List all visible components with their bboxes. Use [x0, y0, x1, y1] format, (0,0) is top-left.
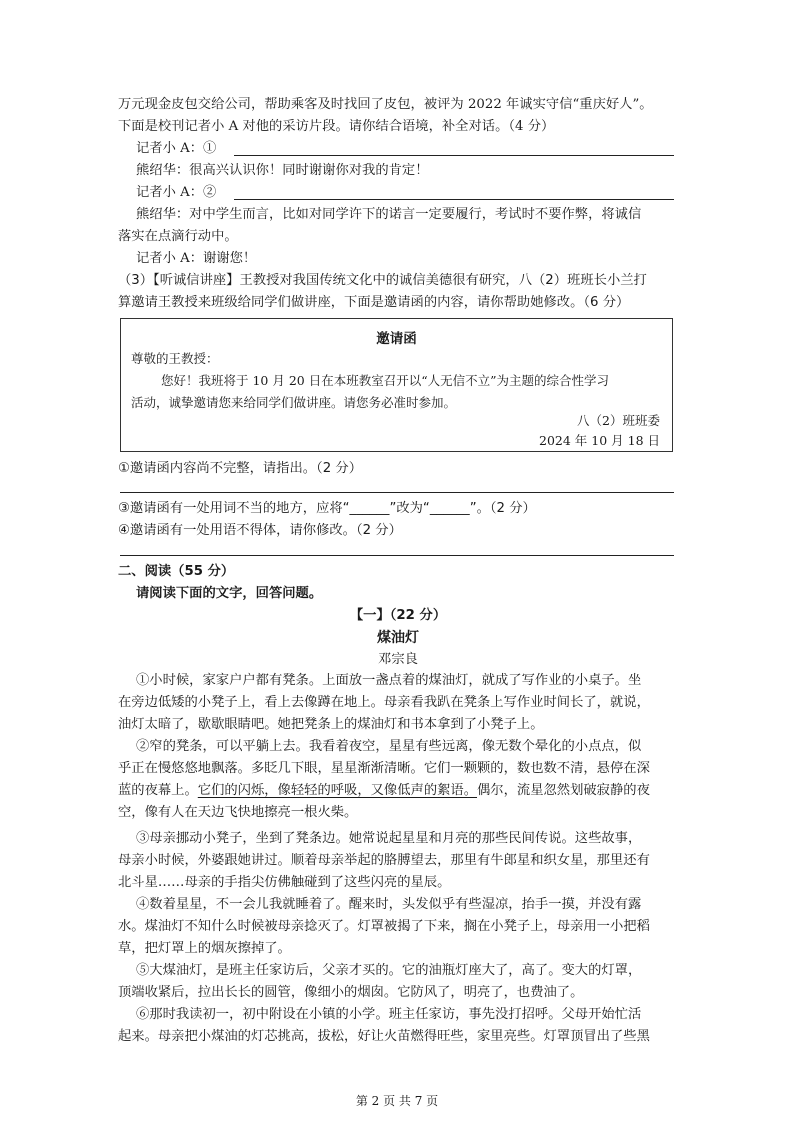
story-underlined-sentence: 它们的闪烁，像轻轻的呼吸，又像低声的絮语。	[197, 783, 478, 798]
reporter-closing: 记者小 A：谢谢您！	[136, 251, 257, 266]
interviewee-answer-2-line-2: 落实在点滴行动中。	[118, 229, 238, 244]
invitation-date: 2024 年 10 月 18 日	[539, 433, 660, 448]
lecture-question-line-2: 算邀请王教授来班级给同学们做讲座，下面是邀请函的内容，请你帮助她修改。（6 分）	[118, 295, 630, 310]
reading-part-label: 【一】（22 分）	[349, 608, 447, 623]
page-footer: 第 2 页 共 7 页	[355, 1094, 439, 1108]
story-p2-line-3-start: 蓝的夜幕上。	[118, 783, 198, 798]
story-p2-line-2: 乎正在慢悠悠地飘落。多眨几下眼，星星渐渐清晰。它们一颗颗的，数也数不清，悬停在深	[118, 761, 650, 776]
invitation-body-line-1: 您好！我班将于 10 月 20 日在本班教室召开以“人无信不立”为主题的综合性学习	[161, 373, 609, 388]
story-p4-line-3: 草，把灯罩上的烟灰擦掉了。	[118, 941, 291, 956]
interview-text-line-1: 万元现金皮包交给公司，帮助乘客及时找回了皮包，被评为 2022 年诚实守信“重庆好人”。	[118, 97, 653, 112]
interviewee-answer-2-line-1: 熊绍华：对中学生而言，比如对同学许下的诺言一定要履行，考试时不要作弊，将诚信	[136, 207, 642, 222]
reading-instruction: 请阅读下面的文字，回答问题。	[136, 586, 323, 601]
story-p6-line-1: ⑥那时我读初一，初中附设在小镇的小学。班主任家访，事先没打招呼。父母开始忙活	[136, 1007, 642, 1022]
answer-blank-q4[interactable]	[120, 555, 674, 556]
invitation-salutation: 尊敬的王教授：	[131, 351, 219, 366]
story-p1-line-3: 油灯太暗了，歇歇眼睛吧。她把凳条上的煤油灯和书本拿到了小凳子上。	[118, 717, 544, 732]
story-p3-line-2: 母亲小时候，外婆跟她讲过。顺着母亲举起的胳膊望去，那里有牛郎星和织女星，那里还有	[118, 853, 650, 868]
answer-blank-1[interactable]	[234, 155, 674, 156]
story-p3-line-1: ③母亲挪动小凳子，坐到了凳条边。她常说起星星和月亮的那些民间传说。这些故事，	[136, 831, 642, 846]
invitation-letter-box	[120, 318, 673, 452]
sub-question-1: ①邀请函内容尚不完整，请指出。（2 分）	[118, 461, 363, 476]
interviewee-answer-1: 熊绍华：很高兴认识你！同时谢谢你对我的肯定！	[136, 163, 429, 178]
story-p4-line-1: ④数着星星，不一会儿我就睡着了。醒来时，头发似乎有些湿凉，抬手一摸，并没有露	[136, 897, 642, 912]
interview-text-line-2: 下面是校刊记者小 A 对他的采访片段。请你结合语境，补全对话。（4 分）	[118, 119, 555, 134]
story-title: 煤油灯	[377, 630, 419, 646]
invitation-title: 邀请函	[376, 331, 417, 347]
invitation-signer: 八（2）班班委	[577, 413, 660, 428]
story-p1-line-1: ①小时候，家家户户都有凳条。上面放一盏点着的煤油灯，就成了写作业的小桌子。坐	[136, 673, 642, 688]
answer-blank-q1[interactable]	[120, 492, 674, 493]
lecture-question-line-1: （3）【听诚信讲座】王教授对我国传统文化中的诚信美德很有研究，八（2）班班长小兰打	[118, 273, 647, 288]
reading-section-title: 二、阅读（55 分）	[118, 564, 235, 579]
story-p5-line-1: ⑤大煤油灯，是班主任家访后，父亲才买的。它的油瓶灯座大了，高了。变大的灯罩，	[136, 963, 642, 978]
story-author: 邓宗良	[378, 652, 418, 667]
answer-blank-2[interactable]	[234, 199, 674, 200]
story-p6-line-2: 起来。母亲把小煤油的灯芯挑高，拔松，好让火苗燃得旺些，家里亮些。灯罩顶冒出了些黑	[118, 1029, 650, 1044]
story-p5-line-2: 顶端收紧后，拉出长长的圆管，像细小的烟囱。它防风了，明亮了，也费油了。	[118, 985, 584, 1000]
story-p2-line-3	[118, 780, 678, 802]
story-p3-line-3: 北斗星……母亲的手指尖仿佛触碰到了这些闪亮的星辰。	[118, 875, 451, 890]
sub-question-3: ③邀请函有一处用词不当的地方，应将“______”改为“______”。（2 分）	[118, 501, 536, 516]
invitation-body-line-2: 活动，诚挚邀请您来给同学们做讲座。请您务必准时参加。	[131, 395, 457, 410]
story-p2-line-1: ②窄的凳条，可以平躺上去。我看着夜空，星星有些远离，像无数个晕化的小点点，似	[136, 739, 642, 754]
story-p4-line-2: 水。煤油灯不知什么时候被母亲捻灭了。灯罩被揭了下来，搁在小凳子上，母亲用一小把稻	[118, 919, 650, 934]
reporter-question-1-label: 记者小 A：①	[136, 141, 217, 156]
story-p2-line-4: 空，像有人在天边飞快地擦亮一根火柴。	[118, 805, 358, 820]
sub-question-4: ④邀请函有一处用语不得体，请你修改。（2 分）	[118, 523, 402, 538]
reporter-question-2-label: 记者小 A：②	[136, 185, 217, 200]
story-p2-line-3-end: 偶尔，流星忽然划破寂静的夜	[477, 783, 650, 798]
story-p1-line-2: 在旁边低矮的小凳子上，看上去像蹲在地上。母亲看我趴在凳条上写作业时间长了，就说，	[118, 695, 650, 710]
